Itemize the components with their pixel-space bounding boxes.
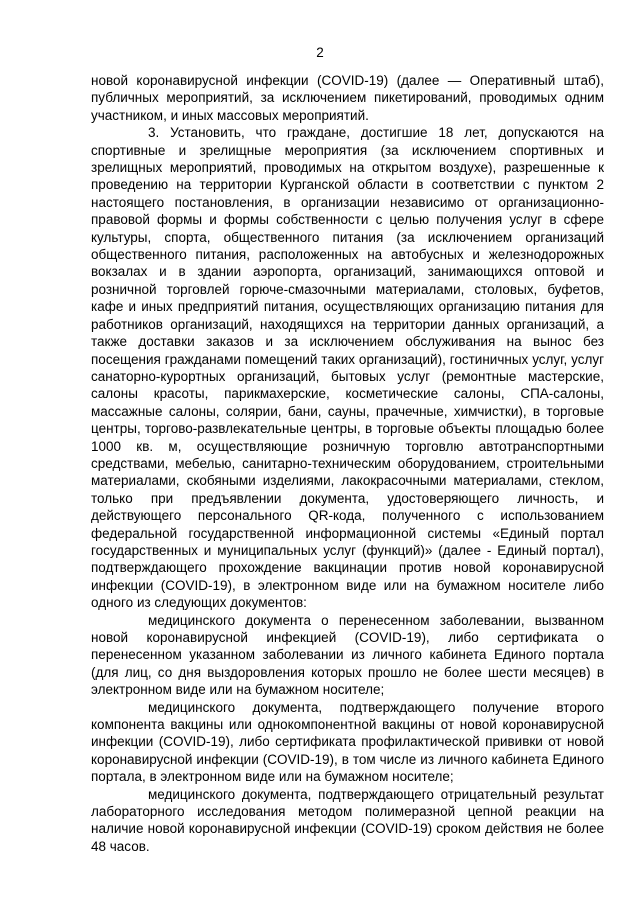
paragraph-vaccination-document: медицинского документа, подтверждающего получение второго компонента вакцины или однокомпонентной вакцины от новой коронавирусной инфекции (COVID-19), либо сертификата профилактической прививки от новой коронавирусной инфекции (COVID-19), в том числе из личного кабинета Единого портала, в электронном виде или на бумажном носителе; <box>91 699 604 785</box>
document-body <box>91 72 604 855</box>
paragraph-continuation: новой коронавирусной инфекции (COVID-19) (далее — Оперативный штаб), публичных мероприятий, за исключением пикетирований, проводимых одним участником, и иных массовых мероприятий. <box>91 73 604 123</box>
paragraph-pcr-test-document: медицинского документа, подтверждающего отрицательный результат лабораторного исследования методом полимеразной цепной реакции на наличие новой коронавирусной инфекции (COVID-19) сроком действия не более 48 часов. <box>91 786 604 854</box>
paragraph-recovery-document: медицинского документа о перенесенном заболевании, вызванном новой коронавирусной инфекцией (COVID-19), либо сертификата о перенесенном указанном заболевании из личного кабинета Единого портала (для лиц, со дня выздоровления которых прошло не более шести месяцев) в электронном виде или на бумажном носителе; <box>91 612 604 698</box>
page-number: 2 <box>316 45 324 60</box>
paragraph-item-3: 3. Установить, что граждане, достигшие 18 лет, допускаются на спортивные и зрелищные мероприятия (за исключением спортивных и зрелищных мероприятий, проводимых на открытом воздухе), разрешенные к проведению на территории Курганской области в соответствии с пунктом 2 настоящего постановления, в организации независимо от организационно-правовой формы и формы собственности с целью получения услуг в сфере культуры, спорта, общественного питания (за исключением организаций общественного питания, расположенных на автобусных и железнодорожных вокзалах и в здании аэропорта, организаций, занимающихся оптовой и розничной торговлей горюче-смазочными материалами, столовых, буфетов, кафе и иных предприятий питания, осуществляющих организацию питания для работников организаций, находящихся на территории данных организаций, а также доставки заказов и за исключением обслуживания на вынос без посещения гражданами помещений таких организаций), гостиничных услуг, услуг санаторно-курортных организаций, бытовых услуг (ремонтные мастерские, салоны красоты, парикмахерские, косметические салоны, СПА-салоны, массажные салоны, солярии, бани, сауны, прачечные, химчистки), в торговые центры, торгово-развлекательные центры, в торговые объекты площадью более 1000 кв. м, осуществляющие розничную торговлю автотранспортными средствами, мебелью, санитарно-техническим оборудованием, строительными материалами, скобяными изделиями, лакокрасочными материалами, стеклом, только при предъявлении документа, удостоверяющего личность, и действующего персонального QR-кода, полученного с использованием федеральной государственной информационной системы «Единый портал государственных и муниципальных услуг (функций)» (далее - Единый портал), подтверждающего прохождение вакцинации против новой коронавирусной инфекции (COVID-19), в электронном виде или на бумажном носителе либо одного из следующих документов: <box>91 125 604 611</box>
